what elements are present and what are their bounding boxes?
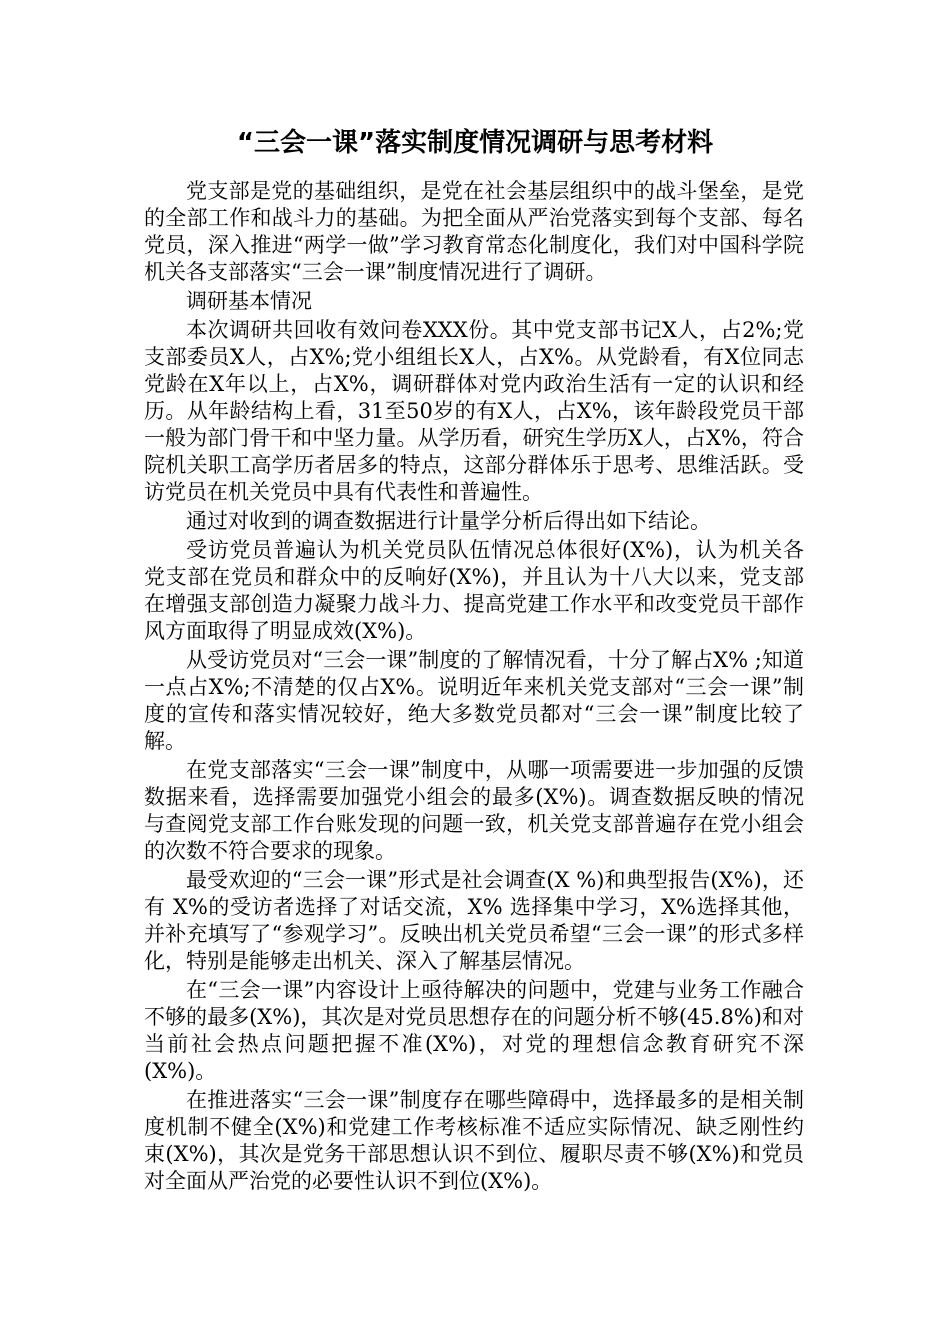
section-heading-basic-info: 调研基本情况 [186,289,312,313]
document-title: “三会一课”落实制度情况调研与思考材料 [236,128,714,158]
paragraph-obstacles: 在推进落实“三会一课”制度存在哪些障碍中，选择最多的是相关制度机制不健全(X%)和党建工作考核标准不适应实际情况、缺乏刚性约束(X%)，其次是党务干部思想认识不到位、履职尽责不够(X%)和党员对全面从严治党的必要性认识不到位(X%)。 [144,1088,804,1193]
paragraph-preferred-forms: 最受欢迎的“三会一课”形式是社会调查(X %)和典型报告(X%)，还有 X%的受访者选择了对话交流，X% 选择集中学习，X%选择其他，并补充填写了“参观学习”。反映出机关党员希望“三会一课”的形式多样化，特别是能够走出机关、深入了解基层情况。 [144,868,804,973]
paragraph-improvement-needs: 在党支部落实“三会一课”制度中，从哪一项需要进一步加强的反馈数据来看，选择需要加强党小组会的最多(X%)。调查数据反映的情况与查阅党支部工作台账发现的问题一致，机关党支部普遍存在党小组会的次数不符合要求的现象。 [144,758,804,863]
paragraph-intro: 党支部是党的基础组织，是党在社会基层组织中的战斗堡垒，是党的全部工作和战斗力的基础。为把全面从严治党落实到每个支部、每名党员，深入推进“两学一做”学习教育常态化制度化，我们对中国科学院机关各支部落实“三会一课”制度情况进行了调研。 [144,179,804,284]
paragraph-content-issues: 在“三会一课”内容设计上亟待解决的问题中，党建与业务工作融合不够的最多(X%)，其次是对党员思想存在的问题分析不够(45.8%)和对当前社会热点问题把握不准(X%)，对党的理想信念教育研究不深(X%)。 [144,978,804,1083]
paragraph-awareness: 从受访党员对“三会一课”制度的了解情况看，十分了解占X% ;知道一点占X%;不清楚的仅占X%。说明近年来机关党支部对“三会一课”制度的宣传和落实情况较好，绝大多数党员都对“三会一课”制度比较了解。 [144,648,804,753]
document-body [144,178,804,1197]
paragraph-conclusion-lead: 通过对收到的调查数据进行计量学分析后得出如下结论。 [186,509,711,533]
paragraph-team-evaluation: 受访党员普遍认为机关党员队伍情况总体很好(X%)，认为机关各党支部在党员和群众中的反响好(X%)，并且认为十八大以来，党支部在增强支部创造力凝聚力战斗力、提高党建工作水平和改变党员干部作风方面取得了明显成效(X%)。 [144,538,804,643]
paragraph-survey-overview: 本次调研共回收有效问卷XXX份。其中党支部书记X人，占2%;党支部委员X人，占X%;党小组组长X人，占X%。从党龄看，有X位同志党龄在X年以上，占X%，调研群体对党内政治生活有一定的认识和经历。从年龄结构上看，31至50岁的有X人，占X%，该年龄段党员干部一般为部门骨干和中坚力量。从学历看，研究生学历X人，占X%，符合院机关职工高学历者居多的特点，这部分群体乐于思考、思维活跃。受访党员在机关党员中具有代表性和普遍性。 [144,318,804,504]
